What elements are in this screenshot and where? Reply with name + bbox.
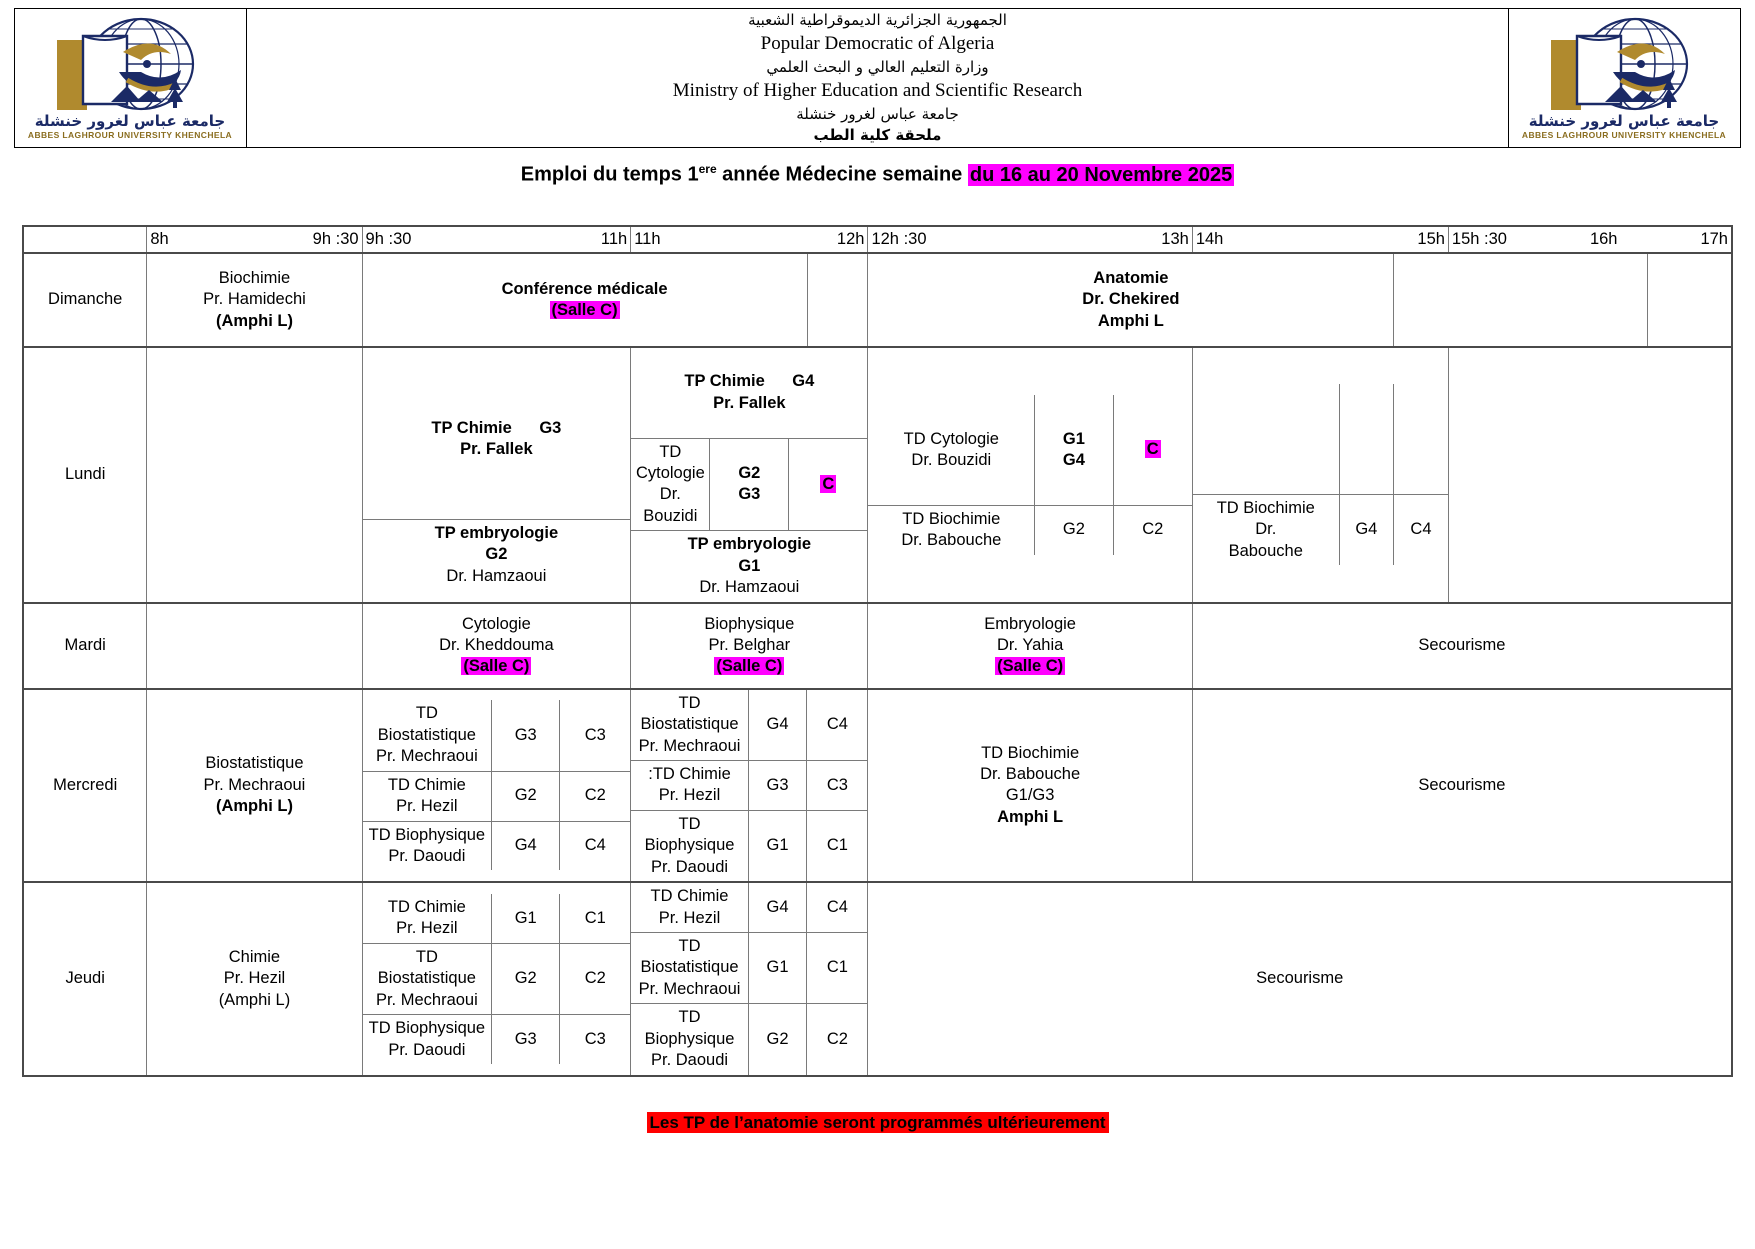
teacher: Pr. Belghar <box>708 635 791 654</box>
cell-jeudi-td-biostat-g1 <box>631 933 748 1004</box>
time-slot-2-start: 9h :30 <box>365 229 412 248</box>
time-slot-6-end: 17h <box>1700 229 1728 248</box>
subtable-lundi-slot2 <box>363 359 631 590</box>
timetable <box>22 225 1733 1077</box>
time-slot-4-start: 12h :30 <box>871 229 927 248</box>
cell-lundi-empty-morning <box>147 347 362 603</box>
group: G2 <box>485 545 508 564</box>
time-slot-5-start: 14h <box>1195 229 1224 248</box>
subject: Chimie <box>228 947 281 966</box>
university-logo-left <box>15 9 247 147</box>
cell-td-cytologie-g1g4-room <box>1113 395 1192 505</box>
footnote <box>0 1113 1755 1133</box>
room: (Salle C) <box>463 657 530 676</box>
group-1: G2 <box>738 464 761 483</box>
university-crest-icon <box>1517 14 1732 142</box>
cell-jeudi-td-chimie-g4-room: C4 <box>807 883 868 932</box>
cell-mardi-embryologie <box>868 603 1192 689</box>
subtable-mercredi-slot2 <box>363 700 631 870</box>
cell-mardi-empty-morning <box>147 603 362 689</box>
cell-jeudi-td-biophysique-g3-group: G3 <box>492 1015 560 1064</box>
cell-td-chimie-g2-room: C2 <box>560 771 630 821</box>
cell-lundi-block-slot4 <box>868 347 1192 603</box>
subtable-lundi-slot4 <box>868 395 1191 554</box>
subject: TD Biostatistique <box>640 937 739 977</box>
day-label-mardi: Mardi <box>23 603 147 689</box>
cell-td-biochimie-g4-group: G4 <box>1339 494 1393 565</box>
title-prefix: Emploi du temps 1 <box>520 163 699 186</box>
cell-td-biochimie-g2-group: G2 <box>1035 505 1114 554</box>
cell-jeudi-td-chimie-g1-group: G1 <box>492 894 560 943</box>
teacher: Pr. Daoudi <box>388 847 466 865</box>
cell-dimanche-conference <box>362 253 807 347</box>
svg-text:ABBES LAGHROUR UNIVERSITY KHEN: ABBES LAGHROUR UNIVERSITY KHENCHELA <box>1521 130 1727 140</box>
cell-jeudi-td-chimie-g4 <box>631 883 748 932</box>
subtable-lundi-slot5 <box>1193 384 1448 565</box>
cell-td-biostat-g4-group: G4 <box>748 690 807 761</box>
cell-td-cytologie-g1g4 <box>868 395 1034 505</box>
subject: TD Biophysique <box>368 1019 486 1038</box>
teacher: Pr. Fallek <box>460 440 533 459</box>
header-line-french-1: Popular Democratic of Algeria <box>760 32 995 54</box>
day-label-dimanche: Dimanche <box>23 253 147 347</box>
svg-text:جامعة عباس لغرور خنشلة: جامعة عباس لغرور خنشلة <box>1528 112 1720 130</box>
groups: G1/G3 <box>1005 786 1055 805</box>
cell-td-biophysique-g4-group: G4 <box>492 821 560 870</box>
subject: TD Biochimie <box>1216 498 1315 517</box>
group: G3 <box>539 418 562 437</box>
time-slot-4-end: 13h <box>1161 229 1189 248</box>
teacher: Dr. Hamzaoui <box>446 566 547 585</box>
cell-mardi-biophysique <box>631 603 868 689</box>
cell-tp-embryologie-g2 <box>363 519 631 590</box>
cell-td-biochimie-g4-room: C4 <box>1394 494 1448 565</box>
title-week-range: du 16 au 20 Novembre 2025 <box>969 163 1233 186</box>
document-header <box>14 8 1741 148</box>
time-slot-6 <box>1448 226 1732 253</box>
cell-jeudi-td-biostat-g2-room: C2 <box>560 943 630 1014</box>
cell-jeudi-td-biophysique-g3-room: C3 <box>560 1015 630 1064</box>
cell-mardi-secourisme: Secourisme <box>1192 603 1732 689</box>
subject: Conférence médicale <box>501 279 668 298</box>
cell-mercredi-block-slot3 <box>631 689 868 883</box>
day-label-jeudi: Jeudi <box>23 882 147 1076</box>
cell-lundi-slot5-empty-2 <box>1339 384 1393 494</box>
header-line-arabic-4: ملحقة كلية الطب <box>813 126 942 145</box>
cell-td-biophysique-g4 <box>363 821 492 870</box>
teacher-line-2: Babouche <box>1228 541 1303 560</box>
timetable-header-row <box>23 226 1732 253</box>
cell-lundi-block-slot2 <box>362 347 631 603</box>
cell-tp-chimie-g3 <box>363 359 631 519</box>
teacher: Pr. Hezil <box>658 908 721 927</box>
subject: Biostatistique <box>205 754 304 773</box>
cell-mercredi-secourisme: Secourisme <box>1192 689 1732 883</box>
subject: TP Chimie <box>684 372 765 391</box>
row-lundi <box>23 347 1732 603</box>
subject: Biochimie <box>218 268 291 287</box>
subject: TD Biostatistique <box>377 947 476 988</box>
room: (Salle C) <box>716 657 783 676</box>
university-crest-icon <box>23 14 238 142</box>
room: (Amphi L) <box>215 797 293 816</box>
cell-td-cytologie-g2g3-room <box>789 438 868 531</box>
subject: Anatomie <box>1093 268 1169 287</box>
subject: TD Chimie <box>387 775 466 794</box>
svg-text:جامعة عباس لغرور خنشلة: جامعة عباس لغرور خنشلة <box>34 112 226 130</box>
svg-text:ABBES LAGHROUR UNIVERSITY KHEN: ABBES LAGHROUR UNIVERSITY KHENCHELA <box>27 130 233 140</box>
time-slot-3-end: 12h <box>836 229 865 248</box>
teacher: Pr. Hezil <box>658 786 721 805</box>
subtable-jeudi-slot2 <box>363 894 631 1064</box>
room: (Salle C) <box>997 657 1064 676</box>
teacher: Dr. Bouzidi <box>911 450 992 469</box>
subject: TD Cytologie <box>903 429 999 448</box>
cell-td-cytologie-g2g3-groups <box>710 438 789 531</box>
teacher: Pr. Mechraoui <box>638 979 741 998</box>
cell-td-biostat-g3-room: C3 <box>560 700 630 771</box>
time-slot-1-end: 9h :30 <box>312 229 359 248</box>
cell-jeudi-td-biostat-g2 <box>363 943 492 1014</box>
cell-jeudi-block-slot2 <box>362 882 631 1076</box>
cell-jeudi-td-biophysique-g2-room: C2 <box>807 1004 868 1075</box>
room: C <box>1146 440 1159 459</box>
group-1: G1 <box>1062 429 1085 448</box>
group-2: G4 <box>1062 450 1085 469</box>
cell-lundi-slot5-empty <box>1193 384 1339 494</box>
group: G4 <box>792 372 815 391</box>
cell-dimanche-empty-afternoon <box>1394 253 1648 347</box>
header-line-french-2: Ministry of Higher Education and Scientific Research <box>672 79 1083 101</box>
cell-mardi-cytologie <box>362 603 631 689</box>
subject: TD Biochimie <box>981 743 1080 762</box>
subject: :TD Chimie <box>648 764 731 783</box>
row-dimanche <box>23 253 1732 347</box>
cell-jeudi-td-biophysique-g3 <box>363 1015 492 1064</box>
time-slot-6-mid: 16h <box>1589 229 1618 248</box>
room: (Amphi L) <box>215 311 293 330</box>
group-2: G3 <box>738 485 761 504</box>
subject: TD Chimie <box>650 887 729 906</box>
day-label-lundi: Lundi <box>23 347 147 603</box>
teacher: Pr. Daoudi <box>388 1040 466 1059</box>
room: (Amphi L) <box>218 990 291 1009</box>
teacher: Pr. Mechraoui <box>375 747 478 766</box>
time-slot-6-start: 15h :30 <box>1451 229 1507 248</box>
header-line-arabic-1: الجمهورية الجزائرية الديموقراطية الشعبية <box>748 11 1007 30</box>
teacher: Dr. Babouche <box>980 764 1081 783</box>
cell-lundi-block-slot3 <box>631 347 868 603</box>
subject: Cytologie <box>461 614 531 633</box>
cell-td-biochimie-g4 <box>1193 494 1339 565</box>
subject: TD Biochimie <box>902 509 1001 528</box>
subject: Embryologie <box>984 614 1076 633</box>
cell-td-chimie-g3 <box>631 760 748 810</box>
cell-jeudi-secourisme: Secourisme <box>868 882 1732 1076</box>
cell-td-biostat-g4-room: C4 <box>807 690 868 761</box>
teacher: Dr. Kheddouma <box>439 635 554 654</box>
day-label-mercredi: Mercredi <box>23 689 147 883</box>
header-corner <box>23 226 147 253</box>
cell-jeudi-td-biophysique-g2-group: G2 <box>748 1004 807 1075</box>
cell-mercredi-td-biochimie <box>868 689 1192 883</box>
room: C <box>822 474 835 493</box>
time-slot-5-end: 15h <box>1417 229 1445 248</box>
cell-dimanche-anatomie <box>868 253 1394 347</box>
cell-td-chimie-g3-group: G3 <box>748 760 807 810</box>
cell-td-biostat-g3 <box>363 700 492 771</box>
teacher: Dr. Hamzaoui <box>699 578 800 597</box>
subject: TP Chimie <box>431 418 512 437</box>
teacher-line-1: Dr. <box>1255 520 1277 539</box>
group: G1 <box>738 556 761 575</box>
cell-tp-chimie-g4 <box>631 348 867 438</box>
cell-jeudi-td-chimie-g1-room: C1 <box>560 894 630 943</box>
title-superscript: ere <box>698 162 717 176</box>
cell-jeudi-block-slot3 <box>631 882 868 1076</box>
teacher: Dr. Babouche <box>901 531 1002 550</box>
teacher: Pr. Daoudi <box>650 1051 729 1070</box>
time-slot-3 <box>631 226 868 253</box>
cell-td-biochimie-g2-room: C2 <box>1113 505 1192 554</box>
teacher: Pr. Fallek <box>713 393 786 412</box>
subtable-jeudi-slot3 <box>631 883 867 1075</box>
time-slot-3-start: 11h <box>634 229 661 248</box>
cell-tp-embryologie-g1 <box>631 531 867 602</box>
subject: TD Biostatistique <box>640 693 739 734</box>
row-mercredi <box>23 689 1732 883</box>
time-slot-5 <box>1192 226 1448 253</box>
footnote-text: Les TP de l’anatomie seront programmés ultérieurement <box>647 1112 1109 1133</box>
room: (Salle C) <box>551 301 618 320</box>
cell-lundi-block-slot5 <box>1192 347 1448 603</box>
time-slot-2-end: 11h <box>600 229 628 248</box>
cell-jeudi-td-biophysique-g2 <box>631 1004 748 1075</box>
teacher: Pr. Mechraoui <box>203 775 306 794</box>
timetable-container <box>22 225 1733 1077</box>
time-slot-1 <box>147 226 362 253</box>
header-ministry-text <box>247 9 1508 147</box>
cell-mercredi-biostatistique <box>147 689 362 883</box>
teacher: Pr. Hezil <box>396 797 458 816</box>
subject: TP embryologie <box>687 535 812 554</box>
teacher: Dr. Bouzidi <box>643 485 698 525</box>
cell-td-biophysique-g1-group: G1 <box>748 810 807 881</box>
subtable-lundi-slot3 <box>631 348 867 602</box>
header-line-arabic-3: جامعة عباس لغرور خنشلة <box>796 105 959 124</box>
room: Amphi L <box>1097 311 1164 330</box>
subtable-mercredi-slot3 <box>631 690 867 882</box>
cell-td-biophysique-g1-room: C1 <box>807 810 868 881</box>
teacher: Dr. Chekired <box>1082 290 1180 309</box>
time-slot-1-start: 8h <box>150 229 169 248</box>
time-slot-2 <box>362 226 631 253</box>
cell-td-chimie-g3-room: C3 <box>807 760 868 810</box>
cell-td-chimie-g2 <box>363 771 492 821</box>
cell-td-biophysique-g1 <box>631 810 748 881</box>
subject: TD Biophysique <box>644 814 735 855</box>
cell-td-biostat-g4 <box>631 690 748 761</box>
title-middle: année Médecine semaine <box>716 163 968 186</box>
subject: TD Cytologie <box>635 442 705 483</box>
teacher: Pr. Hamidechi <box>203 290 306 309</box>
subject: TP embryologie <box>434 523 559 542</box>
cell-dimanche-biochimie <box>147 253 362 347</box>
cell-jeudi-td-chimie-g4-group: G4 <box>748 883 807 932</box>
cell-mercredi-block-slot2 <box>362 689 631 883</box>
teacher: Pr. Mechraoui <box>638 736 741 755</box>
university-logo-right <box>1508 9 1740 147</box>
row-mardi <box>23 603 1732 689</box>
subject: TD Chimie <box>387 897 466 916</box>
cell-td-cytologie-g1g4-groups <box>1035 395 1114 505</box>
cell-dimanche-gap <box>807 253 868 347</box>
cell-td-chimie-g2-group: G2 <box>492 771 560 821</box>
teacher: Pr. Hezil <box>396 919 458 938</box>
cell-jeudi-td-biostat-g1-room: C1 <box>807 933 868 1004</box>
subject: Biophysique <box>704 614 795 633</box>
cell-jeudi-td-chimie-g1 <box>363 894 492 943</box>
header-line-arabic-2: وزارة التعليم العالي و البحث العلمي <box>766 58 989 77</box>
cell-td-cytologie-g2g3 <box>631 438 710 531</box>
cell-td-biochimie-g2 <box>868 505 1034 554</box>
subject: TD Biostatistique <box>377 704 476 744</box>
teacher: Pr. Daoudi <box>650 857 729 876</box>
time-slot-4 <box>868 226 1192 253</box>
cell-td-biophysique-g4-room: C4 <box>560 821 630 870</box>
teacher: Pr. Mechraoui <box>375 990 478 1009</box>
row-jeudi <box>23 882 1732 1076</box>
cell-jeudi-td-biostat-g1-group: G1 <box>748 933 807 1004</box>
subject: TD Biophysique <box>368 825 486 844</box>
cell-jeudi-chimie <box>147 882 362 1076</box>
cell-lundi-slot5-empty-3 <box>1394 384 1448 494</box>
room: Amphi L <box>997 807 1064 826</box>
cell-td-biostat-g3-group: G3 <box>492 700 560 771</box>
page-title <box>0 162 1755 187</box>
teacher: Pr. Hezil <box>223 969 286 988</box>
cell-lundi-empty-afternoon <box>1448 347 1732 603</box>
teacher: Dr. Yahia <box>996 635 1064 654</box>
cell-jeudi-td-biostat-g2-group: G2 <box>492 943 560 1014</box>
subject: TD Biophysique <box>644 1008 735 1048</box>
